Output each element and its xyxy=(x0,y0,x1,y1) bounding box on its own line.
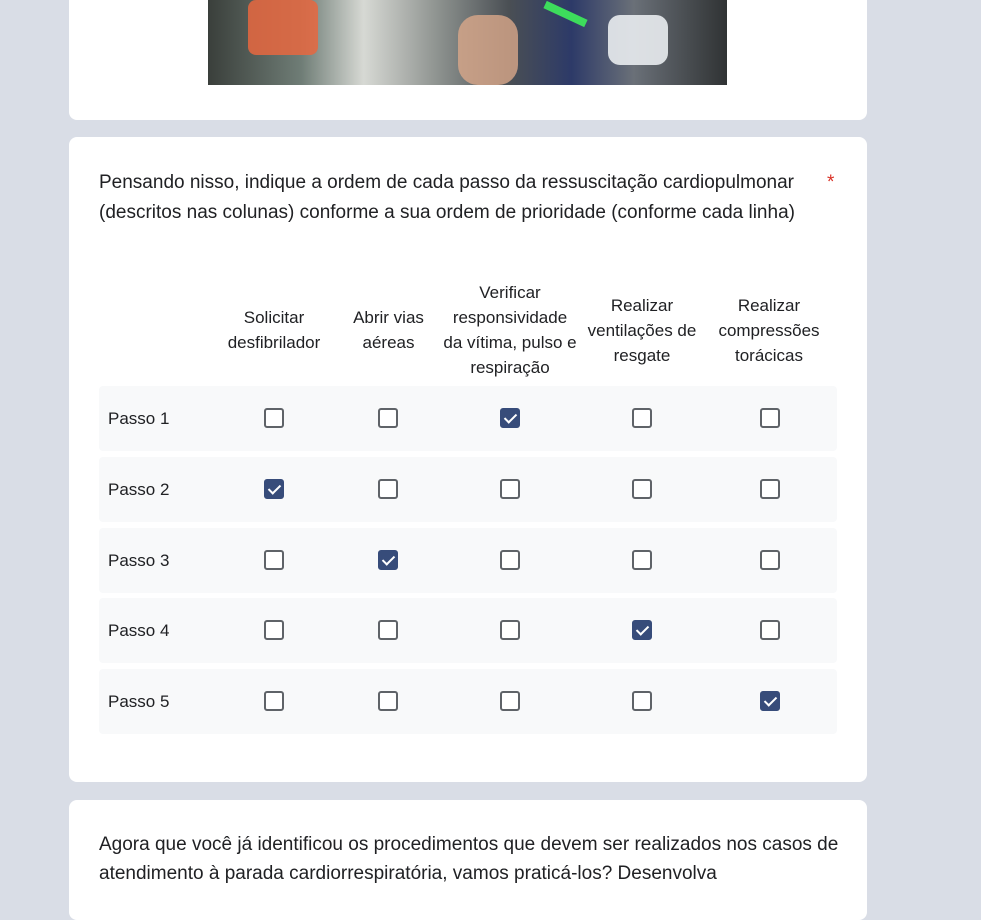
row-label: Passo 3 xyxy=(108,551,170,570)
row-label: Passo 1 xyxy=(108,409,170,428)
checkbox[interactable] xyxy=(760,620,780,640)
checkbox[interactable] xyxy=(264,550,284,570)
checkbox[interactable] xyxy=(760,479,780,499)
grid-row xyxy=(99,457,837,522)
checkbox[interactable] xyxy=(264,620,284,640)
checkbox[interactable] xyxy=(500,550,520,570)
checkbox[interactable] xyxy=(632,691,652,711)
image-card xyxy=(69,0,867,120)
checkbox[interactable] xyxy=(378,691,398,711)
checkbox-checked[interactable] xyxy=(632,620,652,640)
required-indicator: * xyxy=(827,172,835,193)
row-label: Passo 2 xyxy=(108,480,170,499)
grid-row xyxy=(99,598,837,663)
checkbox[interactable] xyxy=(500,691,520,711)
checkbox[interactable] xyxy=(264,691,284,711)
cpr-training-photo xyxy=(208,0,727,85)
checkbox[interactable] xyxy=(632,479,652,499)
checkbox[interactable] xyxy=(760,550,780,570)
next-question-card xyxy=(69,800,867,920)
grid-row xyxy=(99,386,837,451)
column-header: Verificar responsividade da vítima, pulso e respiração xyxy=(443,283,577,377)
column-header: Realizar compressões torácicas xyxy=(718,295,820,365)
checkbox[interactable] xyxy=(632,408,652,428)
column-header: Abrir vias aéreas xyxy=(353,308,424,352)
checkbox-checked[interactable] xyxy=(760,691,780,711)
checkbox-checked[interactable] xyxy=(500,408,520,428)
checkbox[interactable] xyxy=(378,408,398,428)
column-header: Solicitar desfibrilador xyxy=(227,308,321,352)
checkbox[interactable] xyxy=(264,408,284,428)
checkbox[interactable] xyxy=(378,620,398,640)
next-question-text: Agora que você já identificou os procedimentos que devem ser realizados nos casos de atendimento à parada cardiorrespiratória, vamos praticá-los? Desenvolva xyxy=(99,834,839,884)
checkbox[interactable] xyxy=(760,408,780,428)
grid-question-card xyxy=(69,137,867,782)
checkbox[interactable] xyxy=(632,550,652,570)
checkbox[interactable] xyxy=(500,479,520,499)
checkbox[interactable] xyxy=(378,479,398,499)
checkbox-checked[interactable] xyxy=(264,479,284,499)
grid-row xyxy=(99,528,837,593)
grid-row xyxy=(99,669,837,734)
checkbox[interactable] xyxy=(500,620,520,640)
column-header: Realizar ventilações de resgate xyxy=(587,295,697,365)
checkbox-checked[interactable] xyxy=(378,550,398,570)
row-label: Passo 5 xyxy=(108,692,170,711)
question-title: Pensando nisso, indique a ordem de cada passo da ressuscitação cardiopulmonar (descritos nas colunas) conforme a sua ordem de prioridade (conforme cada linha) xyxy=(99,172,795,223)
row-label: Passo 4 xyxy=(108,621,170,640)
